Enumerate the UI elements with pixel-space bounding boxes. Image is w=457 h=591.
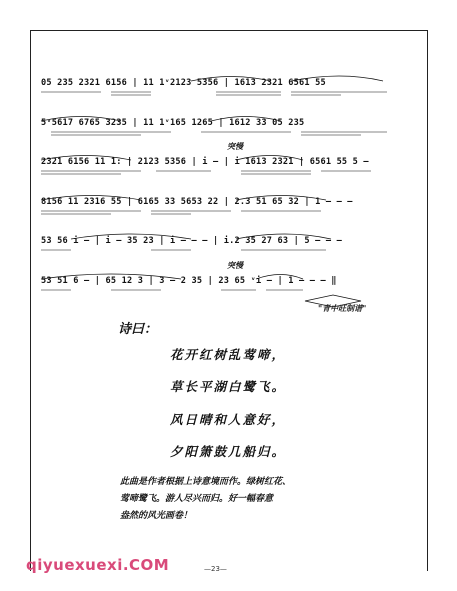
score-row-text: 53 56 i – | i – 35 23 | i – – – | i.2 35 27 63 | 5 – – – xyxy=(41,236,342,246)
score-row xyxy=(41,70,387,100)
score-row-text: 2321 6156 11 1: | 2123 5356 | i – | i 1613 2321 | 6561 55 5 – xyxy=(41,157,369,167)
arranger-credit: "青中旺制谱" xyxy=(318,303,367,313)
poem-line: 风日晴和人意好， xyxy=(170,412,287,427)
score-row xyxy=(41,141,387,179)
score-row-text: 8156 11 2316 55 | 6165 33 5653 22 | 2.3 51 65 32 | 1 – – – xyxy=(41,196,353,207)
tempo-mark: 突慢 xyxy=(227,141,243,151)
score-row-text: 53 51 6 – | 65 12 3 | 3 – 2 35 | 23 65 ᵛi – | 1 – – – ‖ xyxy=(41,275,337,286)
underline-marks xyxy=(41,210,387,216)
score-row xyxy=(41,228,387,258)
poem-line: 草长平湖白鹭飞。 xyxy=(170,379,287,394)
score-row xyxy=(41,259,387,298)
jianpu-score xyxy=(41,70,387,307)
poem-title: 诗曰： xyxy=(118,322,158,337)
site-watermark: qiyuexuexi.COM xyxy=(26,556,170,574)
score-row-text: 05 235 2321 6156 | 11 1ᵛ2123 5356 | 1613 2321 6561 55 xyxy=(41,78,326,88)
composition-note xyxy=(120,474,380,525)
score-row-text: 5ᵛ5617 6765 3235 | 11 1ᵛ165 1265 | 1612 33 05 235 xyxy=(41,117,305,128)
tempo-mark: 突慢 xyxy=(227,259,243,270)
score-row xyxy=(41,110,387,140)
underline-marks xyxy=(41,249,387,255)
page-number: —23— xyxy=(204,565,227,573)
note-line: 此曲是作者根据上诗意境而作。绿树红花、 xyxy=(120,477,292,487)
poem-line: 夕阳箫鼓几船归。 xyxy=(170,444,287,459)
poem-line: 花开红树乱莺啼， xyxy=(170,347,287,362)
underline-marks xyxy=(41,170,387,176)
underline-marks xyxy=(41,91,387,97)
note-line: 莺啼鹭飞。游人尽兴而归。好一幅春意 xyxy=(120,494,274,504)
underline-marks xyxy=(41,131,387,137)
note-line: 盎然的风光画卷！ xyxy=(120,511,193,521)
score-row xyxy=(41,189,387,219)
